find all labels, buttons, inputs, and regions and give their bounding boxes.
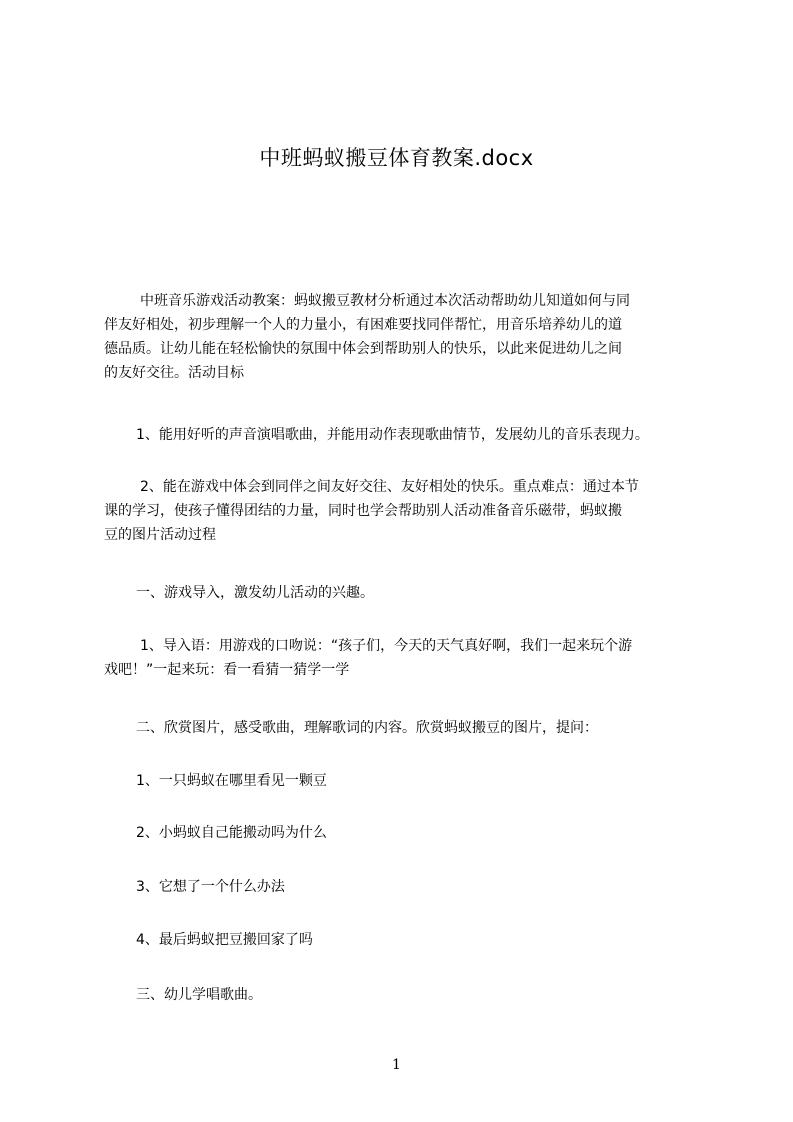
question-4 bbox=[104, 928, 716, 952]
text-line: 1、能用好听的声音演唱歌曲，并能用动作表现歌曲情节，发展幼儿的音乐表现力。 bbox=[136, 427, 649, 443]
text-line: 课的学习，使孩子懂得团结的力量，同时也学会帮助别人活动准备音乐磁带，蚂蚁搬 bbox=[104, 503, 622, 519]
section-heading-2 bbox=[104, 716, 716, 740]
question-2 bbox=[104, 821, 716, 845]
question-1 bbox=[104, 769, 716, 793]
text-line: 中班音乐游戏活动教案：蚂蚁搬豆教材分析通过本次活动帮助幼儿知道如何与同 bbox=[140, 293, 630, 309]
section-heading-1 bbox=[104, 581, 716, 605]
text-line: 2、小蚂蚁自己能搬动吗为什么 bbox=[136, 825, 327, 841]
paragraph-goal-1 bbox=[104, 423, 716, 447]
text-line: 的友好交往。活动目标 bbox=[104, 365, 244, 381]
text-line: 二、欣赏图片，感受歌曲，理解歌词的内容。欣赏蚂蚁搬豆的图片，提问： bbox=[136, 720, 598, 736]
text-line: 三、幼儿学唱歌曲。 bbox=[136, 987, 262, 1003]
section-heading-3 bbox=[104, 983, 716, 1007]
text-line: 德品质。让幼儿能在轻松愉快的氛围中体会到帮助别人的快乐，以此来促进幼儿之间 bbox=[104, 341, 622, 357]
document-title: 中班蚂蚁搬豆体育教案.docx bbox=[259, 146, 534, 170]
text-line: 豆的图片活动过程 bbox=[104, 527, 216, 543]
text-line: 一、游戏导入，激发幼儿活动的兴趣。 bbox=[136, 585, 374, 601]
paragraph-intro bbox=[104, 289, 716, 385]
text-line: 2、能在游戏中体会到同伴之间友好交往、友好相处的快乐。重点难点：通过本节 bbox=[140, 479, 639, 495]
paragraph-goal-2 bbox=[104, 475, 716, 547]
question-3 bbox=[104, 875, 716, 899]
text-line: 4、最后蚂蚁把豆搬回家了吗 bbox=[136, 932, 313, 948]
paragraph-intro-speech bbox=[104, 634, 716, 682]
text-line: 3、它想了一个什么办法 bbox=[136, 879, 285, 895]
text-line: 戏吧！”一起来玩：看一看猜一猜学一学 bbox=[104, 662, 350, 678]
text-line: 1、一只蚂蚁在哪里看见一颗豆 bbox=[136, 773, 327, 789]
text-line: 1、导入语：用游戏的口吻说：“孩子们，今天的天气真好啊，我们一起来玩个游 bbox=[140, 638, 633, 654]
page-number: 1 bbox=[392, 1057, 401, 1073]
text-line: 伴友好相处，初步理解一个人的力量小，有困难要找同伴帮忙，用音乐培养幼儿的道 bbox=[104, 317, 622, 333]
